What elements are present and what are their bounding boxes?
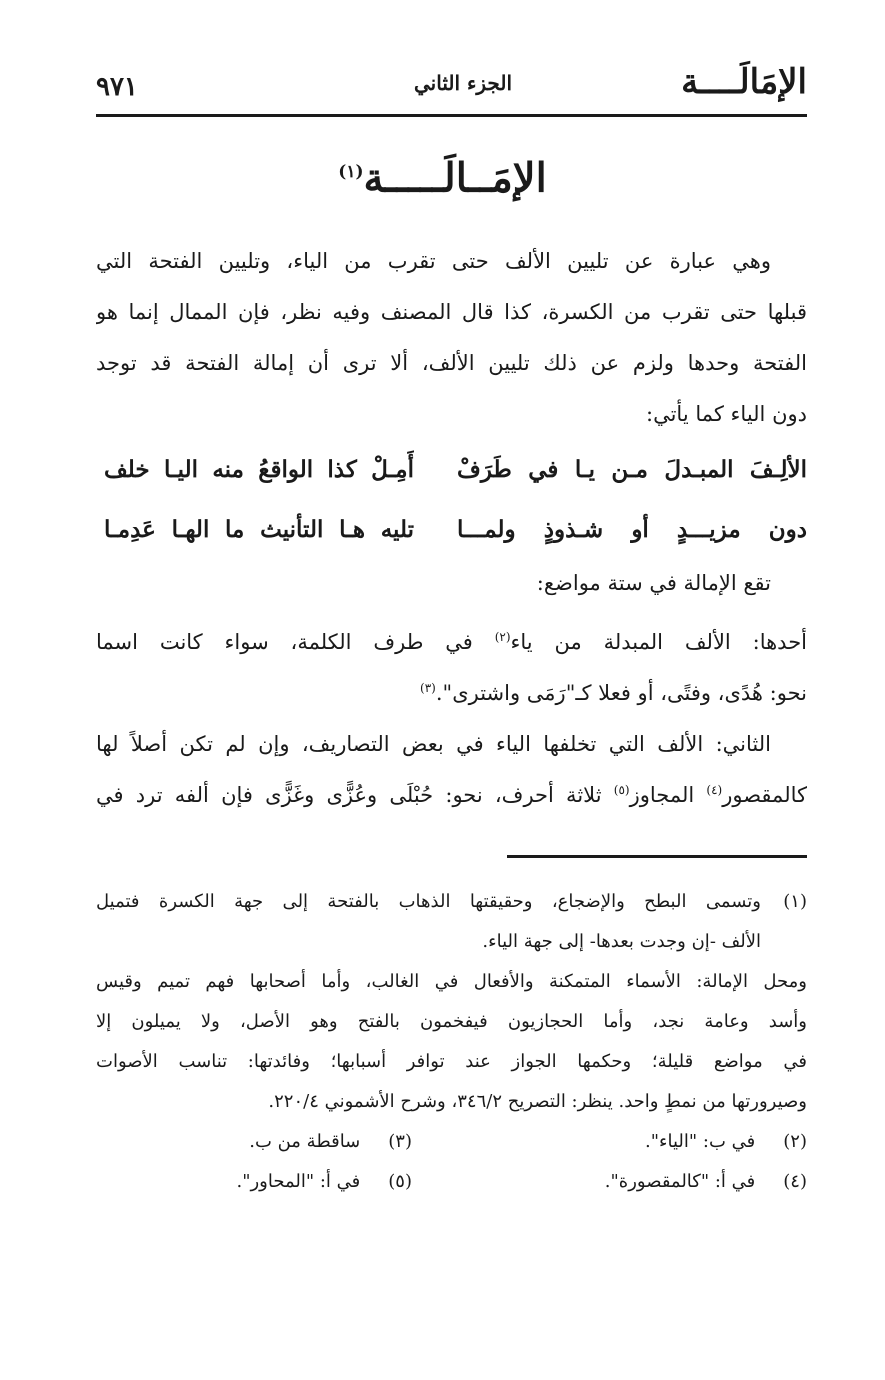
footnote-3 bbox=[249, 1122, 412, 1162]
poem-verse bbox=[96, 502, 807, 562]
body-lead: تقع الإمالة في ستة مواضع: bbox=[536, 571, 771, 595]
chapter-title bbox=[0, 140, 885, 210]
footnote-text: في أ: "المحاور". bbox=[236, 1171, 361, 1192]
footnote-text: ساقطة من ب. bbox=[249, 1131, 361, 1152]
body-line bbox=[96, 668, 807, 719]
body-text-run: نحو: هُدًى، وفتًى، أو فعلا كـ"رَمَى واشترى". bbox=[435, 681, 807, 705]
footnote-1-continued: الألف -إن وجدت بعدها- إلى جهة الياء. bbox=[482, 931, 761, 952]
page-number: ٩٧١ bbox=[96, 72, 138, 102]
footnote-number: (٣) bbox=[388, 1131, 412, 1152]
footnote-5 bbox=[236, 1162, 412, 1202]
footnote-ref: (٢) bbox=[494, 630, 511, 644]
footnote-number: (٢) bbox=[783, 1131, 807, 1152]
body-line bbox=[96, 617, 807, 668]
footnote-ref: (٣) bbox=[420, 681, 436, 695]
footnote-1-continued: وصيرورتها من نمطٍ واحد. ينظر: التصريح ٣٤٦/٢، وشرح الأشموني ٢٢٠/٤. bbox=[268, 1091, 807, 1112]
intro-line: الفتحة وحدها ولزم عن ذلك تليين الألف، ألا ترى أن إمالة الفتحة قد توجد bbox=[96, 351, 807, 375]
body-line: الثاني: الألف التي تخلفها الياء في بعض التصاريف، وإن لم تكن أصلاً لها bbox=[96, 732, 771, 756]
verse-second-hemistich: أَمِـلْ كذا الواقعُ منه اليـا خلف bbox=[104, 456, 414, 483]
body-text-run: أحدها: الألف المبدلة من ياء bbox=[510, 630, 807, 654]
footnote-ref: (٤) bbox=[706, 783, 723, 797]
intro-paragraph bbox=[96, 236, 807, 440]
footnote-text: وتسمى البطح والإضجاع، وحقيقتها الذهاب بالفتحة إلى جهة الكسرة فتميل bbox=[96, 891, 761, 912]
footnote-rule bbox=[507, 855, 807, 858]
footnote-1-continued: وأسد وعامة نجد، وأما الحجازيون فيفخمون بالفتح وهو الأصل، ولا يميلون إلا bbox=[96, 1011, 807, 1032]
header-chapter-title: الإمَالَــــة bbox=[681, 62, 807, 102]
footnote-2 bbox=[645, 1122, 807, 1162]
footnote-1-continued: في مواضع قليلة؛ وحكمها الجواز عند توافر أسبابها؛ وفائدتها: تناسب الأصوات bbox=[96, 1051, 807, 1072]
footnote-4 bbox=[605, 1162, 807, 1202]
footnote-ref: (٥) bbox=[613, 783, 630, 797]
body-text-run: المجاوز bbox=[629, 783, 707, 807]
header-rule bbox=[96, 114, 807, 117]
chapter-title-note-ref: (١) bbox=[338, 162, 364, 182]
footnote-1 bbox=[96, 882, 807, 922]
intro-line: دون الياء كما يأتي: bbox=[646, 402, 807, 426]
footnote-text: في أ: "كالمقصورة". bbox=[604, 1171, 756, 1192]
body-text-run: في طرف الكلمة، سواء كانت اسما bbox=[96, 630, 495, 654]
footnote-number: (١) bbox=[783, 891, 807, 912]
poem-verse bbox=[96, 442, 807, 502]
body-text-run: كالمقصور bbox=[722, 783, 807, 807]
verse-first-hemistich: دون مزيـــدٍ أو شـذوذٍ ولمـــا bbox=[457, 516, 807, 543]
chapter-title-text: الإمَــالَـــــة bbox=[363, 154, 547, 202]
body-line bbox=[96, 770, 807, 821]
intro-line: وهي عبارة عن تليين الألف حتى تقرب من الياء، وتليين الفتحة التي bbox=[96, 249, 771, 273]
footnote-row bbox=[96, 1122, 807, 1162]
running-header bbox=[96, 58, 807, 114]
poem-block bbox=[96, 442, 807, 572]
verse-first-hemistich: الألِـفَ المبـدلَ مـن يـا في طَرَفْ bbox=[457, 456, 807, 483]
header-part-label: الجزء الثاني bbox=[414, 71, 512, 95]
intro-line: قبلها حتى تقرب من الكسرة، كذا قال المصنف وفيه نظر، فإن الممال إنما هو bbox=[96, 300, 807, 324]
footnote-row bbox=[96, 1162, 807, 1202]
footnote-1-continued: ومحل الإمالة: الأسماء المتمكنة والأفعال في الغالب، وأما أصحابها فهم تميم وقيس bbox=[96, 971, 807, 992]
footnote-number: (٤) bbox=[783, 1171, 807, 1192]
footnotes bbox=[96, 882, 807, 1202]
body-text bbox=[96, 558, 807, 821]
footnote-text: في ب: "الياء". bbox=[645, 1131, 756, 1152]
verse-second-hemistich: تليه هـا التأنيث ما الهـا عَدِمـا bbox=[104, 516, 414, 543]
footnote-number: (٥) bbox=[388, 1171, 412, 1192]
body-text-run: ثلاثة أحرف، نحو: حُبْلَى وعُزًّى وغَزًّى فإن ألفه ترد في bbox=[96, 783, 614, 807]
